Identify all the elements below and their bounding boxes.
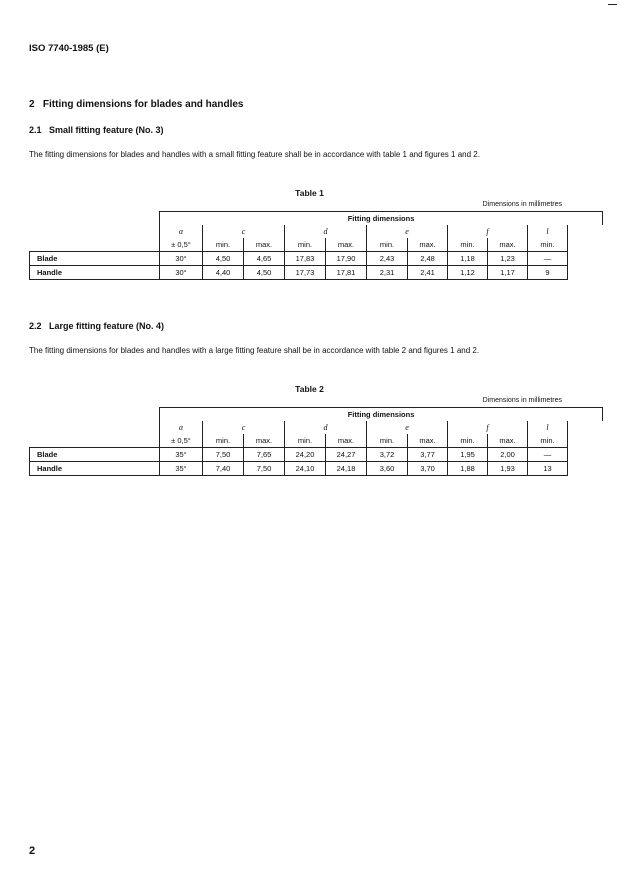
cell-f-max: 1,93 — [488, 462, 528, 476]
table-2-units-note: Dimensions in millimetres — [482, 397, 562, 404]
e-max-header: max. — [408, 434, 448, 448]
section-heading: 2 Fitting dimensions for blades and handles — [29, 99, 244, 110]
cell-c-min: 7,50 — [203, 448, 244, 462]
f-min-header: min. — [448, 434, 488, 448]
subsection-heading-2-1: 2.1 Small fitting feature (No. 3) — [29, 125, 164, 135]
e-symbol: e — [367, 225, 448, 238]
cell-c-max: 7,50 — [244, 462, 285, 476]
cell-d-min: 17,83 — [285, 252, 326, 266]
cell-c-min: 4,50 — [203, 252, 244, 266]
alpha-tolerance: ± 0,5° — [160, 238, 203, 252]
cell-d-min: 24,10 — [285, 462, 326, 476]
cell-e-max: 3,70 — [408, 462, 448, 476]
d-symbol: d — [285, 421, 367, 434]
row-label: Handle — [30, 462, 160, 476]
running-header: ISO 7740-1985 (E) — [29, 43, 109, 54]
table-row — [30, 448, 603, 462]
cell-d-max: 17,90 — [326, 252, 367, 266]
cell-e-max: 2,41 — [408, 266, 448, 280]
row-label: Handle — [30, 266, 160, 280]
c-symbol: c — [203, 421, 285, 434]
f-max-header: max. — [488, 238, 528, 252]
l-min-header: min. — [528, 434, 568, 448]
cell-d-min: 24,20 — [285, 448, 326, 462]
cell-alpha: 30° — [160, 252, 203, 266]
cell-f-min: 1,18 — [448, 252, 488, 266]
f-min-header: min. — [448, 238, 488, 252]
e-min-header: min. — [367, 238, 408, 252]
cell-l-min: — — [528, 252, 568, 266]
d-min-header: min. — [285, 434, 326, 448]
cell-l-min: 9 — [528, 266, 568, 280]
f-max-header: max. — [488, 434, 528, 448]
cell-l-min: — — [528, 448, 568, 462]
cell-e-min: 2,43 — [367, 252, 408, 266]
e-min-header: min. — [367, 434, 408, 448]
cell-f-max: 1,23 — [488, 252, 528, 266]
e-symbol: e — [367, 421, 448, 434]
cell-e-min: 2,31 — [367, 266, 408, 280]
c-min-header: min. — [203, 238, 244, 252]
e-max-header: max. — [408, 238, 448, 252]
l-symbol: l — [528, 225, 568, 238]
corner-mark — [608, 4, 617, 5]
cell-alpha: 35° — [160, 448, 203, 462]
row-label: Blade — [30, 448, 160, 462]
l-min-header: min. — [528, 238, 568, 252]
cell-f-max: 2,00 — [488, 448, 528, 462]
cell-e-max: 3,77 — [408, 448, 448, 462]
table-1-title: Table 1 — [295, 188, 324, 198]
c-symbol: c — [203, 225, 285, 238]
cell-d-max: 17,81 — [326, 266, 367, 280]
row-label: Blade — [30, 252, 160, 266]
fitting-dimensions-header: Fitting dimensions — [160, 408, 603, 422]
table-2-title: Table 2 — [295, 384, 324, 394]
cell-c-min: 7,40 — [203, 462, 244, 476]
cell-e-min: 3,72 — [367, 448, 408, 462]
table-1 — [29, 211, 603, 280]
d-symbol: d — [285, 225, 367, 238]
alpha-symbol: α — [160, 421, 203, 434]
cell-d-max: 24,18 — [326, 462, 367, 476]
f-symbol: f — [448, 225, 528, 238]
table-row — [30, 252, 603, 266]
paragraph-2-2: The fitting dimensions for blades and handles with a large fitting feature shall be in accordance with table 2 and figures 1 and 2. — [29, 346, 480, 355]
l-symbol: l — [528, 421, 568, 434]
cell-f-min: 1,88 — [448, 462, 488, 476]
c-max-header: max. — [244, 238, 285, 252]
f-symbol: f — [448, 421, 528, 434]
cell-alpha: 35° — [160, 462, 203, 476]
cell-c-max: 7,65 — [244, 448, 285, 462]
table-row — [30, 462, 603, 476]
table-2 — [29, 407, 603, 476]
cell-alpha: 30° — [160, 266, 203, 280]
cell-e-max: 2,48 — [408, 252, 448, 266]
cell-d-max: 24,27 — [326, 448, 367, 462]
cell-f-max: 1,17 — [488, 266, 528, 280]
table-1-units-note: Dimensions in millimetres — [482, 201, 562, 208]
cell-l-min: 13 — [528, 462, 568, 476]
cell-f-min: 1,12 — [448, 266, 488, 280]
fitting-dimensions-header: Fitting dimensions — [160, 212, 603, 226]
cell-c-max: 4,65 — [244, 252, 285, 266]
subsection-heading-2-2: 2.2 Large fitting feature (No. 4) — [29, 321, 165, 331]
alpha-symbol: α — [160, 225, 203, 238]
table-row — [30, 266, 603, 280]
page-number: 2 — [29, 845, 36, 857]
cell-f-min: 1,95 — [448, 448, 488, 462]
paragraph-2-1: The fitting dimensions for blades and handles with a small fitting feature shall be in accordance with table 1 and figures 1 and 2. — [29, 150, 480, 159]
d-max-header: max. — [326, 238, 367, 252]
cell-d-min: 17,73 — [285, 266, 326, 280]
c-min-header: min. — [203, 434, 244, 448]
alpha-tolerance: ± 0,5° — [160, 434, 203, 448]
cell-e-min: 3,60 — [367, 462, 408, 476]
cell-c-min: 4,40 — [203, 266, 244, 280]
d-max-header: max. — [326, 434, 367, 448]
cell-c-max: 4,50 — [244, 266, 285, 280]
c-max-header: max. — [244, 434, 285, 448]
d-min-header: min. — [285, 238, 326, 252]
